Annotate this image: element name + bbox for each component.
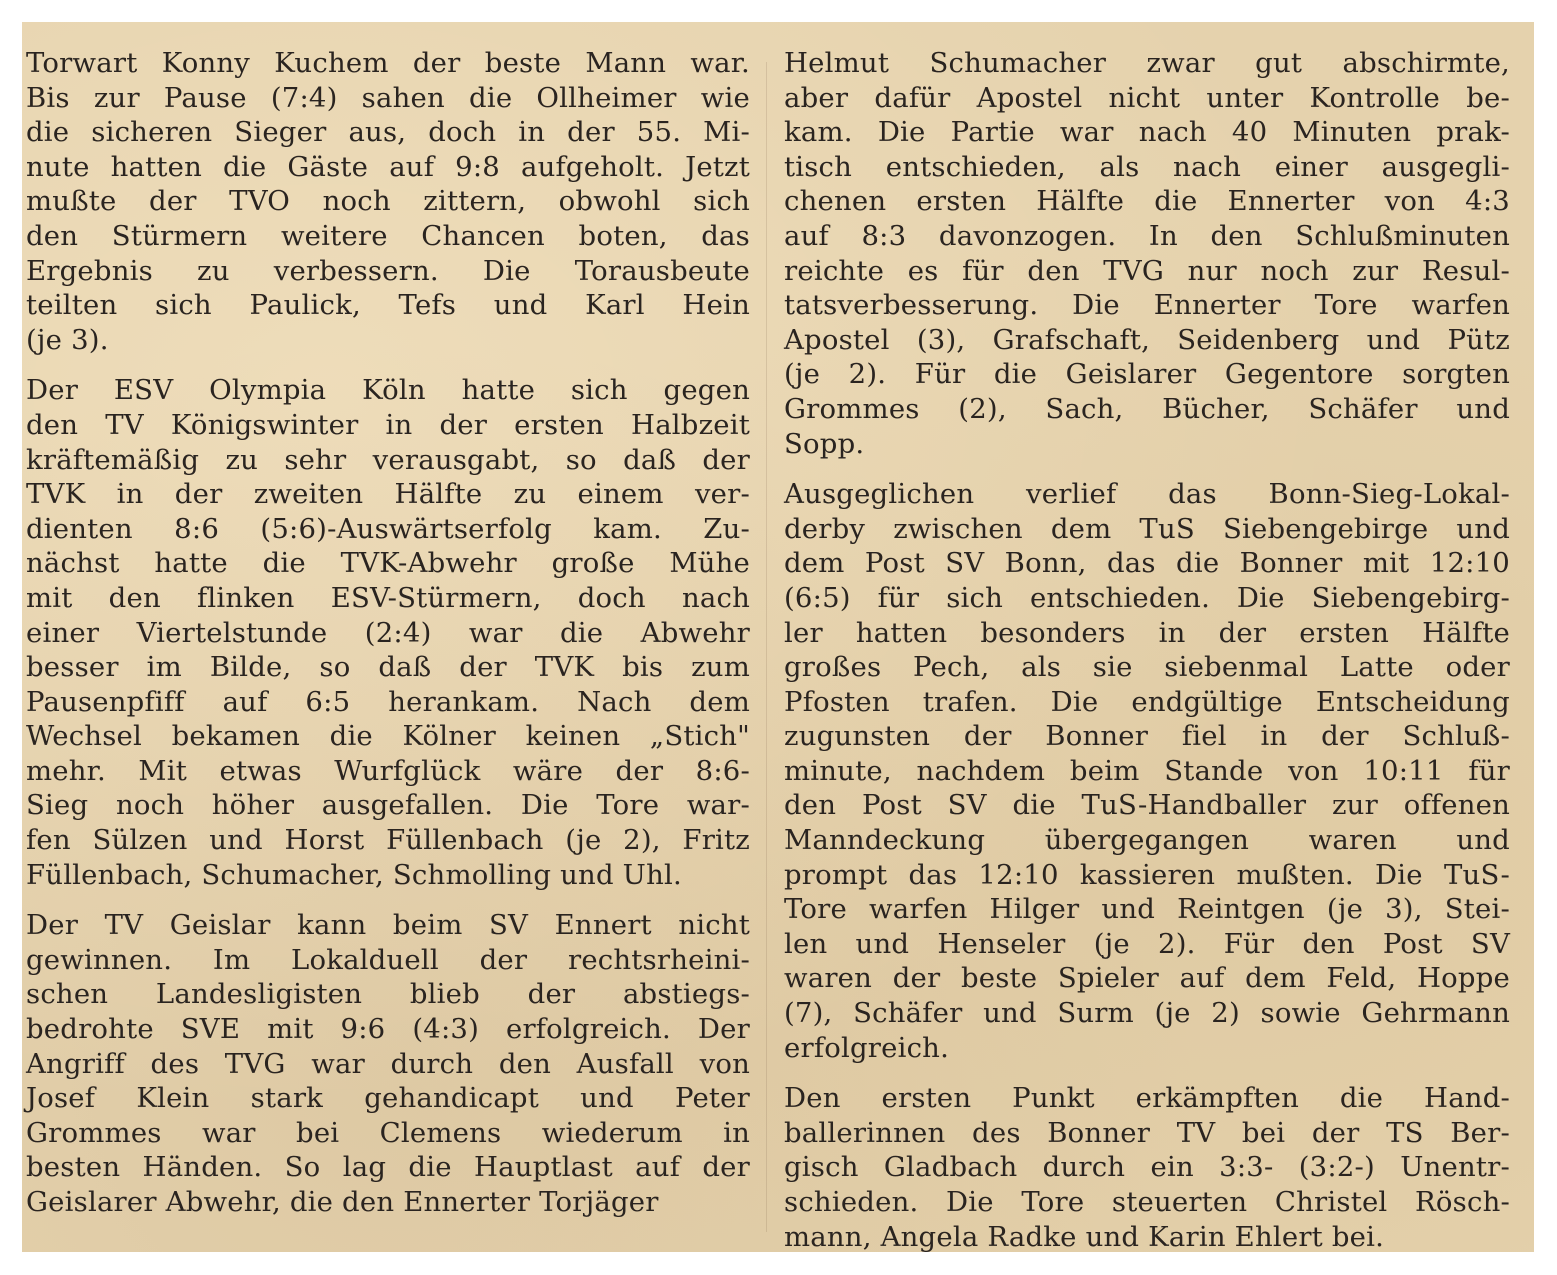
text-line: Apostel (3), Grafschaft, Seidenberg und Pütz [784,323,1510,356]
text-line: aber dafür Apostel nicht unter Kontrolle be- [784,81,1510,114]
text-line: besten Händen. So lag die Hauptlast auf der [26,1151,750,1184]
text-line: (je 3). [26,323,109,356]
text-line: mehr. Mit etwas Wurfglück wäre der 8:6- [26,754,750,787]
newspaper-clipping [22,22,1534,1252]
text-line: nute hatten die Gäste auf 9:8 aufgeholt. Jetzt [26,150,750,183]
text-line: besser im Bilde, so daß der TVK bis zum [26,651,750,684]
text-line: Den ersten Punkt erkämpften die Hand- [784,1082,1510,1115]
text-line: reichte es für den TVG nur noch zur Resul- [784,254,1510,287]
text-line: fen Sülzen und Horst Füllenbach (je 2), Fritz [26,824,750,857]
text-line: kräftemäßig zu sehr verausgabt, so daß der [26,443,750,476]
text-line: Der TV Geislar kann beim SV Ennert nicht [26,909,750,942]
article-paragraph [784,477,1510,1065]
text-line: minute, nachdem beim Stande von 10:11 für [784,754,1510,787]
text-line: gewinnen. Im Lokalduell der rechtsrheini- [26,943,750,976]
text-line: Ausgeglichen verlief das Bonn-Sieg-Lokal- [784,478,1510,511]
text-line: Helmut Schumacher zwar gut abschirmte, [784,47,1510,79]
text-line: chenen ersten Hälfte die Ennerter von 4:3 [784,185,1510,218]
paragraph-gap [26,357,750,373]
text-line: (je 2). Für die Geislarer Gegentore sorgten [784,358,1510,391]
text-line: Josef Klein stark gehandicapt und Peter [26,1082,750,1115]
right-column [784,46,1510,1252]
article-paragraph [784,46,1510,461]
text-line: gisch Gladbach durch ein 3:3- (3:2-) Unentr- [784,1151,1510,1184]
text-line: ballerinnen des Bonner TV bei der TS Ber- [784,1116,1510,1149]
text-line: Geislarer Abwehr, die den Ennerter Torjäger [26,1186,659,1218]
text-line: waren der beste Spieler auf dem Feld, Hoppe [784,962,1510,995]
text-line: Bis zur Pause (7:4) sahen die Ollheimer wie [26,81,750,114]
text-line: den Stürmern weitere Chancen boten, das [26,219,750,252]
text-line: tisch entschieden, als nach einer ausgegli- [784,150,1510,183]
text-line: (6:5) für sich entschieden. Die Siebengebirg- [784,581,1510,614]
article-paragraph [26,908,750,1219]
text-line: einer Viertelstunde (2:4) war die Abwehr [26,616,750,649]
paragraph-gap [784,461,1510,477]
text-line: Sieg noch höher ausgefallen. Die Tore war- [26,789,750,822]
column-divider [766,62,767,1232]
article-paragraph [26,373,750,892]
text-line: derby zwischen dem TuS Siebengebirge und [784,512,1510,545]
text-line: zugunsten der Bonner fiel in der Schluß- [784,720,1510,753]
text-line: tatsverbesserung. Die Ennerter Tore warfen [784,289,1510,322]
text-line: prompt das 12:10 kassieren mußten. Die TuS- [784,858,1510,891]
text-line: mit den flinken ESV-Stürmern, doch nach [26,581,750,614]
text-line: Angriff des TVG war durch den Ausfall von [26,1047,750,1080]
left-column [26,46,750,1220]
article-paragraph [26,46,750,357]
text-line: Wechsel bekamen die Kölner keinen „Stich" [26,720,750,753]
text-line: Grommes war bei Clemens wiederum in [26,1116,750,1149]
text-line: erfolgreich. [784,1031,950,1064]
text-line: (7), Schäfer und Surm (je 2) sowie Gehrmann [784,997,1510,1030]
text-line: teilten sich Paulick, Tefs und Karl Hein [26,289,750,322]
text-line: Sopp. [784,427,865,460]
paragraph-gap [784,1065,1510,1081]
text-line: bedrohte SVE mit 9:6 (4:3) erfolgreich. Der [26,1013,750,1046]
text-line: Tore warfen Hilger und Reintgen (je 3), Stei- [784,893,1510,926]
text-line: kam. Die Partie war nach 40 Minuten prak- [784,116,1510,149]
article-paragraph [784,1081,1510,1252]
paragraph-gap [26,892,750,908]
text-line: Pfosten trafen. Die endgültige Entscheidung [784,685,1510,718]
text-line: auf 8:3 davonzogen. In den Schlußminuten [784,219,1510,252]
text-line: mann, Angela Radke und Karin Ehlert bei. [784,1220,1385,1252]
text-line: den TV Königswinter in der ersten Halbzeit [26,408,750,441]
text-line: mußte der TVO noch zittern, obwohl sich [26,185,750,218]
text-line: Grommes (2), Sach, Bücher, Schäfer und [784,392,1510,425]
text-line: Manndeckung übergegangen waren und [784,824,1510,857]
text-line: Der ESV Olympia Köln hatte sich gegen [26,374,750,407]
text-line: dem Post SV Bonn, das die Bonner mit 12:10 [784,547,1510,580]
text-line: dienten 8:6 (5:6)-Auswärtserfolg kam. Zu- [26,512,750,545]
text-line: len und Henseler (je 2). Für den Post SV [784,927,1510,960]
text-line: TVK in der zweiten Hälfte zu einem ver- [26,478,750,511]
text-line: Pausenpfiff auf 6:5 herankam. Nach dem [26,685,750,718]
text-line: ler hatten besonders in der ersten Hälfte [784,616,1510,649]
text-line: Torwart Konny Kuchem der beste Mann war. [26,47,750,79]
text-line: schieden. Die Tore steuerten Christel Rösch- [784,1186,1510,1218]
text-line: großes Pech, als sie siebenmal Latte oder [784,651,1510,684]
text-line: Ergebnis zu verbessern. Die Torausbeute [26,254,750,287]
text-line: die sicheren Sieger aus, doch in der 55. Mi- [26,116,750,149]
text-line: den Post SV die TuS-Handballer zur offenen [784,789,1510,822]
text-line: nächst hatte die TVK-Abwehr große Mühe [26,547,750,580]
text-line: schen Landesligisten blieb der abstiegs- [26,978,750,1011]
text-line: Füllenbach, Schumacher, Schmolling und Uhl. [26,858,682,891]
